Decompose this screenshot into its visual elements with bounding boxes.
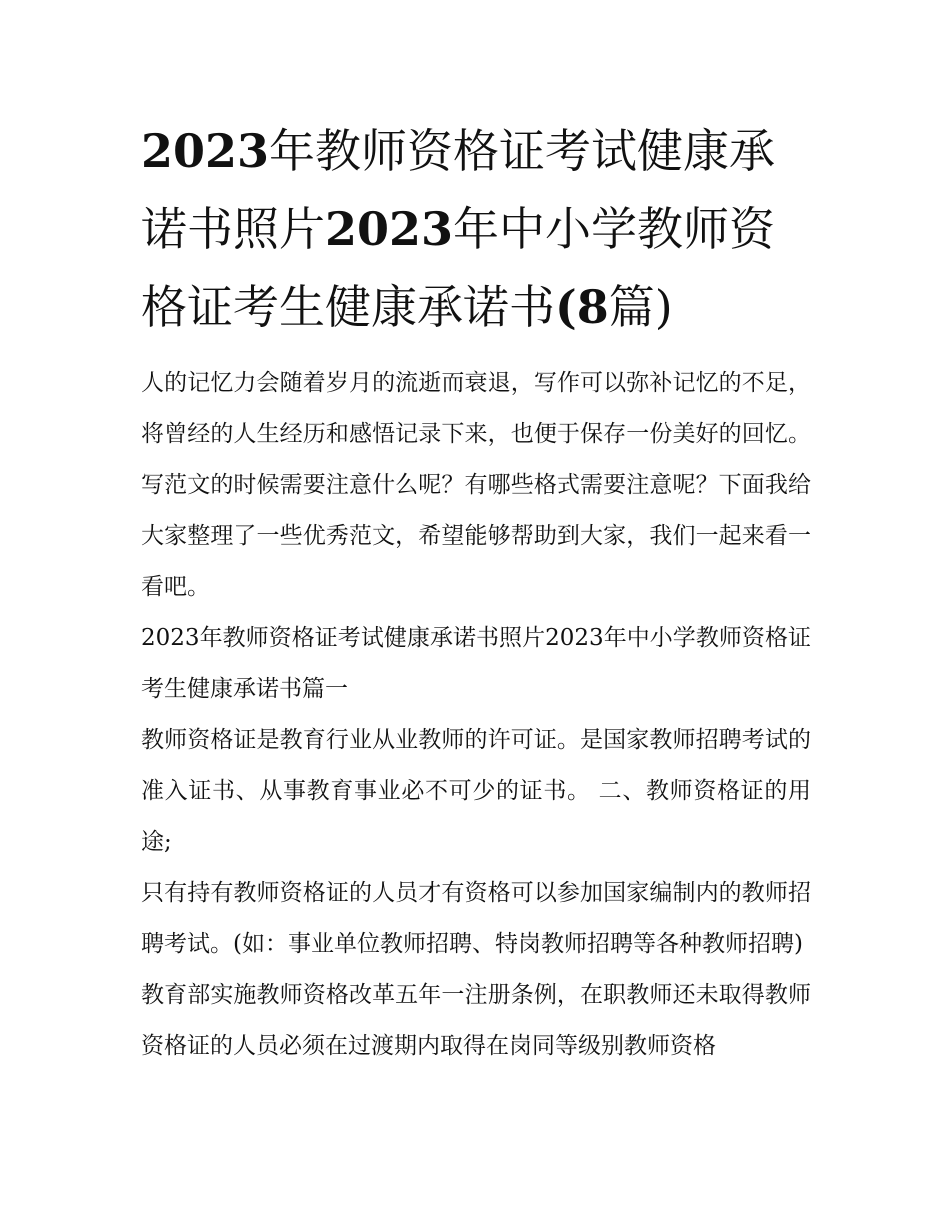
title-year-1: 2023	[141, 124, 270, 178]
body-paragraph-1: 教师资格证是教育行业从业教师的许可证。是国家教师招聘考试的准入证书、从事教育事业必不可少的证书。 二、教师资格证的用途;	[141, 727, 811, 855]
title-year-2: 2023	[325, 202, 454, 256]
title-part-2: 年中小学教师资格证考生健康承诺书	[141, 202, 776, 334]
section-heading-1: 2023年教师资格证考试健康承诺书照片2023年中小学教师资格证考生健康承诺书篇一	[141, 625, 811, 702]
title-count: (8	[555, 280, 609, 334]
title-part-1: 年教师资格证考试健康承诺书照片	[141, 124, 776, 256]
body-paragraph-2: 只有持有教师资格证的人员才有资格可以参加国家编制内的教师招聘考试。(如：事业单位教师招聘、特岗教师招聘等各种教师招聘)	[141, 880, 811, 957]
document-content	[141, 112, 811, 1072]
title-part-3: 篇)	[608, 280, 673, 334]
intro-paragraph: 人的记忆力会随着岁月的流逝而衰退，写作可以弥补记忆的不足，将曾经的人生经历和感悟记录下来，也便于保存一份美好的回忆。写范文的时候需要注意什么呢？有哪些格式需要注意呢？下面我给大家整理了一些优秀范文，希望能够帮助到大家，我们一起来看一看吧。	[141, 370, 811, 600]
document-title	[141, 112, 811, 346]
body-paragraph-3: 教育部实施教师资格改革五年一注册条例，在职教师还未取得教师资格证的人员必须在过渡期内取得在岗同等级别教师资格	[141, 982, 811, 1059]
